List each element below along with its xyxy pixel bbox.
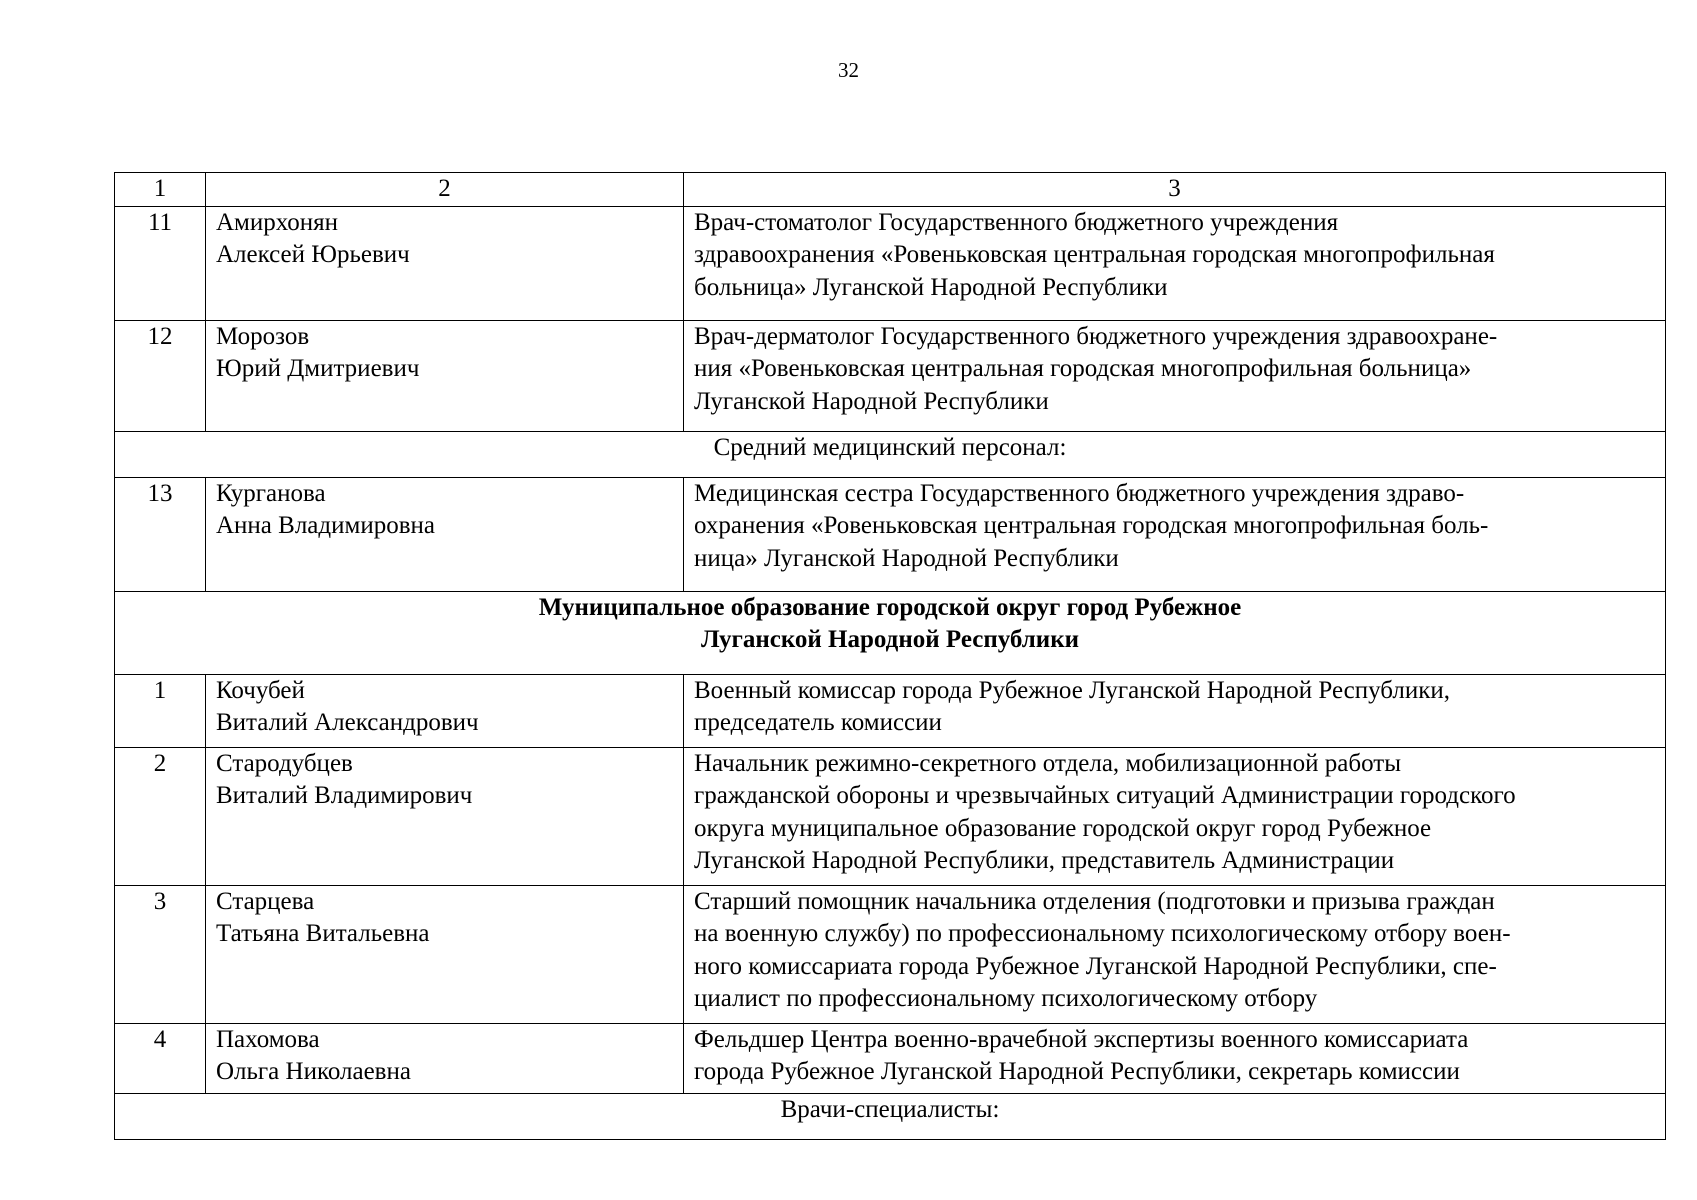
description-line: Луганской Народной Республики, представитель Администрации bbox=[694, 847, 1395, 874]
table-row bbox=[115, 885, 1666, 1023]
description-line: охранения «Ровеньковская центральная городская многопрофильная боль- bbox=[694, 512, 1489, 539]
person-name bbox=[206, 320, 684, 431]
description-line: гражданской обороны и чрезвычайных ситуаций Администрации городского bbox=[694, 782, 1516, 809]
municipality-heading bbox=[115, 591, 1666, 674]
person-name bbox=[206, 747, 684, 885]
description-line: Медицинская сестра Государственного бюджетного учреждения здраво- bbox=[694, 479, 1465, 507]
table-row bbox=[115, 206, 1666, 320]
description-line: здравоохранения «Ровеньковская центральная городская многопрофильная bbox=[694, 241, 1495, 268]
surname: Пахомова bbox=[216, 1025, 320, 1053]
table-row bbox=[115, 674, 1666, 747]
description-line: ница» Луганской Народной Республики bbox=[694, 544, 1119, 572]
description-line: Врач-стоматолог Государственного бюджетного учреждения bbox=[694, 208, 1339, 236]
surname: Морозов bbox=[216, 322, 310, 350]
description-line: Фельдшер Центра военно-врачебной экспертизы военного комиссариата bbox=[694, 1025, 1469, 1053]
description-line: округа муниципальное образование городской округ город Рубежное bbox=[694, 814, 1432, 842]
given-names: Татьяна Витальевна bbox=[216, 920, 430, 947]
given-names: Алексей Юрьевич bbox=[216, 241, 410, 268]
table-row bbox=[115, 320, 1666, 431]
description-line: председатель комиссии bbox=[694, 709, 942, 736]
position-description bbox=[684, 477, 1666, 591]
row-number: 12 bbox=[115, 320, 206, 431]
position-description bbox=[684, 747, 1666, 885]
surname: Амирхонян bbox=[216, 208, 339, 236]
surname: Стародубцев bbox=[216, 749, 353, 777]
position-description bbox=[684, 206, 1666, 320]
position-description bbox=[684, 1023, 1666, 1093]
person-name bbox=[206, 674, 684, 747]
page-number: 32 bbox=[838, 58, 859, 82]
surname: Старцева bbox=[216, 887, 315, 915]
row-number: 4 bbox=[115, 1023, 206, 1093]
given-names: Анна Владимировна bbox=[216, 512, 435, 539]
commission-table bbox=[114, 172, 1666, 1140]
person-name bbox=[206, 206, 684, 320]
table-row bbox=[115, 747, 1666, 885]
description-line: ния «Ровеньковская центральная городская многопрофильная больница» bbox=[694, 355, 1472, 382]
section-title: Средний медицинский персонал: bbox=[115, 431, 1666, 477]
surname: Курганова bbox=[216, 479, 326, 507]
person-name bbox=[206, 477, 684, 591]
row-number: 3 bbox=[115, 885, 206, 1023]
table-row bbox=[115, 477, 1666, 591]
table-header-row bbox=[115, 173, 1666, 207]
description-line: Луганской Народной Республики bbox=[694, 387, 1049, 415]
section-row bbox=[115, 431, 1666, 477]
given-names: Виталий Владимирович bbox=[216, 782, 473, 809]
header-col-1: 1 bbox=[115, 173, 206, 207]
description-line: Старший помощник начальника отделения (подготовки и призыва граждан bbox=[694, 887, 1495, 915]
position-description bbox=[684, 320, 1666, 431]
row-number: 11 bbox=[115, 206, 206, 320]
person-name bbox=[206, 1023, 684, 1093]
position-description bbox=[684, 674, 1666, 747]
surname: Кочубей bbox=[216, 676, 305, 704]
description-line: города Рубежное Луганской Народной Республики, секретарь комиссии bbox=[694, 1058, 1460, 1085]
heading-line: Луганской Народной Республики bbox=[700, 626, 1080, 653]
description-line: Врач-дерматолог Государственного бюджетного учреждения здравоохране- bbox=[694, 322, 1498, 350]
description-line: больница» Луганской Народной Республики bbox=[694, 273, 1168, 301]
row-number: 2 bbox=[115, 747, 206, 885]
description-line: Военный комиссар города Рубежное Луганской Народной Республики, bbox=[694, 676, 1451, 704]
description-line: ного комиссариата города Рубежное Луганской Народной Республики, спе- bbox=[694, 952, 1497, 980]
header-col-3: 3 bbox=[684, 173, 1666, 207]
section-title: Врачи-специалисты: bbox=[115, 1093, 1666, 1139]
given-names: Ольга Николаевна bbox=[216, 1058, 411, 1085]
row-number: 13 bbox=[115, 477, 206, 591]
given-names: Виталий Александрович bbox=[216, 709, 479, 736]
description-line: циалист по профессиональному психологическому отбору bbox=[694, 985, 1318, 1012]
person-name bbox=[206, 885, 684, 1023]
table-row bbox=[115, 1023, 1666, 1093]
row-number: 1 bbox=[115, 674, 206, 747]
description-line: на военную службу) по профессиональному психологическому отбору воен- bbox=[694, 920, 1511, 947]
position-description bbox=[684, 885, 1666, 1023]
given-names: Юрий Дмитриевич bbox=[216, 355, 420, 382]
section-row bbox=[115, 591, 1666, 674]
description-line: Начальник режимно-секретного отдела, мобилизационной работы bbox=[694, 749, 1402, 777]
header-col-2: 2 bbox=[206, 173, 684, 207]
section-row bbox=[115, 1093, 1666, 1139]
heading-line: Муниципальное образование городской округ город Рубежное bbox=[538, 593, 1242, 621]
